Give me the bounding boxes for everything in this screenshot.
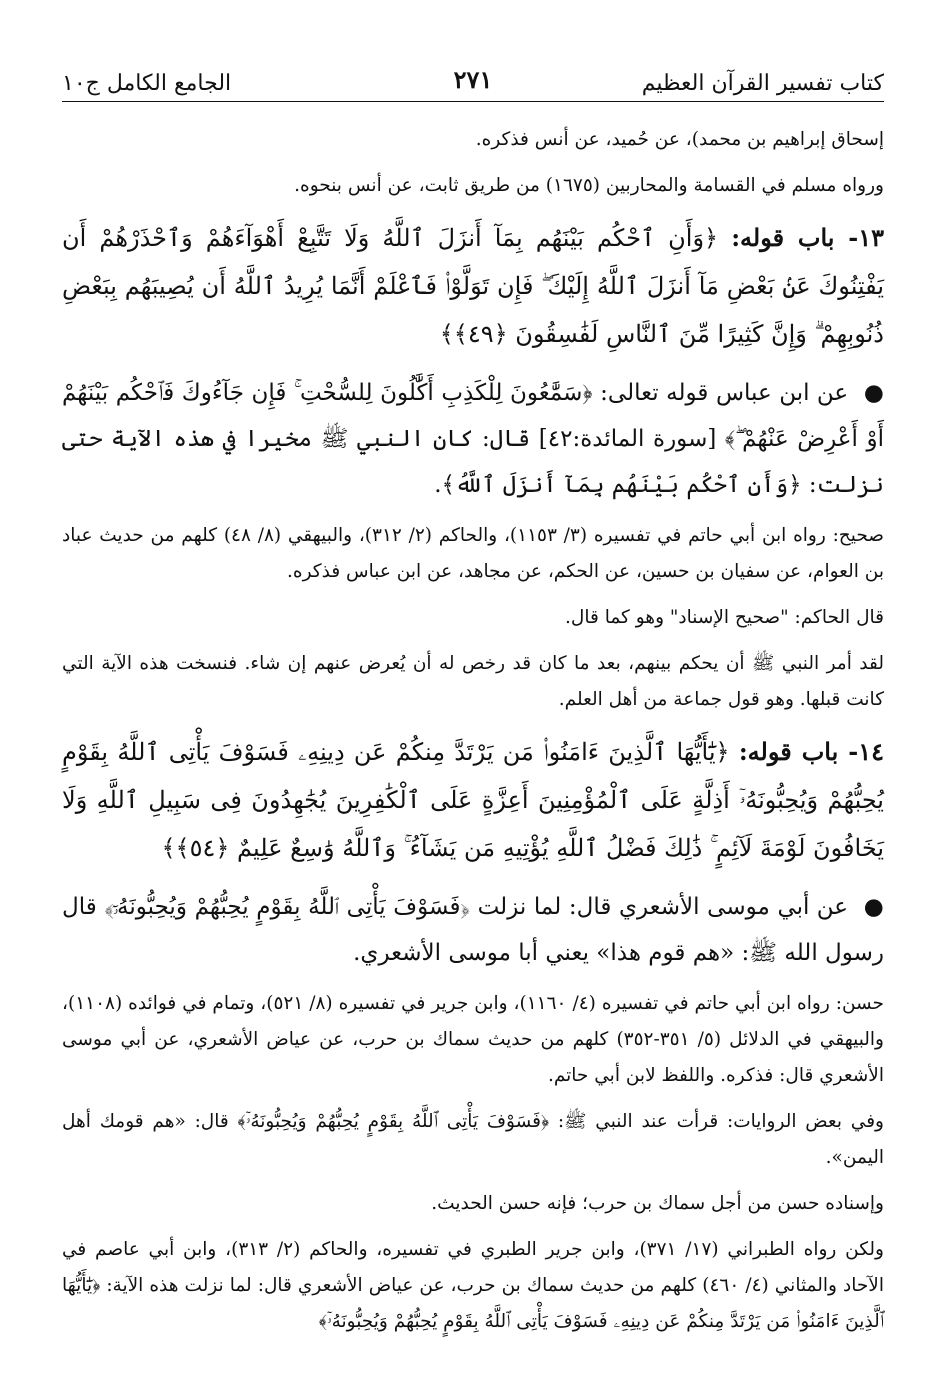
paragraph: صحيح: رواه ابن أبي حاتم في تفسيره (٣/ ١١٥٣)، والحاكم (٢/ ٣١٢)، والبيهقي (٨/ ٤٨) كلهم من حديث عباد بن العوام، عن سفيان بن حسين، عن الحكم، عن مجاهد، عن ابن عباس فذكره. <box>62 525 884 582</box>
chapter-heading <box>62 214 884 358</box>
quran-verse: ﴿يَٰٓأَيُّهَا ٱلَّذِينَ ءَامَنُوا۟ مَن يَرْتَدَّ مِنكُمْ عَن دِينِهِۦ فَسَوْفَ يَأْتِى ٱللَّهُ بِقَوْمٍ يُحِبُّهُمْ وَيُحِبُّونَهُۥٓ أَذِلَّةٍ عَلَى ٱلْمُؤْمِنِينَ أَعِزَّةٍ عَلَى ٱلْكَٰفِرِينَ يُجَٰهِدُونَ فِى سَبِيلِ ٱللَّهِ وَلَا يَخَافُونَ لَوْمَةَ لَآئِمٍ ۚ ذَٰلِكَ فَضْلُ ٱللَّهِ يُؤْتِيهِ مَن يَشَآءُ ۚ وَٱللَّهُ وَٰسِعٌ عَلِيمٌ ﴿٥٤﴾﴾ <box>62 738 884 862</box>
header-rule <box>62 101 884 102</box>
bullet-icon: ● <box>863 379 885 406</box>
bullet-icon: ● <box>863 893 885 920</box>
page-content <box>62 122 884 1350</box>
quran-verse: ﴿وَأَنِ ٱحْكُم بَيْنَهُم بِمَآ أَنزَلَ ٱللَّهُ وَلَا تَتَّبِعْ أَهْوَآءَهُمْ وَٱحْذَرْهُمْ أَن يَفْتِنُوكَ عَنۢ بَعْضِ مَآ أَنزَلَ ٱللَّهُ إِلَيْكَ ۖ فَإِن تَوَلَّوْا۟ فَٱعْلَمْ أَنَّمَا يُرِيدُ ٱللَّهُ أَن يُصِيبَهُم بِبَعْضِ ذُنُوبِهِمْ ۗ وَإِنَّ كَثِيرًا مِّنَ ٱلنَّاسِ لَفَٰسِقُونَ ﴿٤٩﴾﴾ <box>62 224 884 348</box>
paragraph: لقد أمر النبي ﷺ أن يحكم بينهم، بعد ما كان قد رخص له أن يُعرض عنهم إن شاء. فنسخت هذه الآية التي كانت قبلها. وهو قول جماعة من أهل العلم. <box>62 653 884 710</box>
hadith-paragraph <box>62 884 884 976</box>
paragraph: وفي بعض الروايات: قرأت عند النبي ﷺ: ﴿فَسَوْفَ يَأْتِى ٱللَّهُ بِقَوْمٍ يُحِبُّهُمْ وَيُحِبُّونَهُۥٓ﴾ قال: «هم قومك أهل اليمن». <box>62 1111 884 1168</box>
paragraph: وإسناده حسن من أجل سماك بن حرب؛ فإنه حسن الحديث. <box>431 1193 884 1214</box>
paragraph: ولكن رواه الطبراني (١٧/ ٣٧١)، وابن جرير الطبري في تفسيره، والحاكم (٢/ ٣١٣)، وابن أبي عاصم في الآحاد والمثاني (٤/ ٤٦٠) كلهم من حديث سماك بن حرب، عن عياض الأشعري قال: لما نزلت هذه الآية: ﴿يَٰٓأَيُّهَا ٱلَّذِينَ ءَامَنُوا۟ مَن يَرْتَدَّ مِنكُمْ عَن دِينِهِۦ فَسَوْفَ يَأْتِى ٱللَّهُ بِقَوْمٍ يُحِبُّهُمْ وَيُحِبُّونَهُۥٓ﴾ <box>62 1239 884 1332</box>
chapter-heading <box>62 728 884 872</box>
hadith-text: عن أبي موسى الأشعري قال: لما نزلت ﴿فَسَوْفَ يَأْتِى ٱللَّهُ بِقَوْمٍ يُحِبُّهُمْ وَيُحِبُّونَهُۥٓ﴾ قال رسول الله ﷺ: «هم قوم هذا» يعني أبا موسى الأشعري. <box>62 894 884 966</box>
volume-title: الجامع الكامل ج١٠ <box>62 71 232 96</box>
hadith-paragraph <box>62 370 884 508</box>
chapter-label: ١٤- باب قوله: <box>738 737 884 766</box>
paragraph: ورواه مسلم في القسامة والمحاربين (١٦٧٥) من طريق ثابت، عن أنس بنحوه. <box>294 175 884 196</box>
paragraph: إسحاق إبراهيم بن محمد)، عن حُميد، عن أنس فذكره. <box>475 129 884 150</box>
paragraph: قال الحاكم: "صحيح الإسناد" وهو كما قال. <box>565 607 884 628</box>
hadith-text: عن ابن عباس قوله تعالى: ﴿سَمَّٰعُونَ لِلْكَذِبِ أَكَّٰلُونَ لِلسُّحْتِ ۚ فَإِن جَآءُوكَ فَٱحْكُم بَيْنَهُمْ أَوْ أَعْرِضْ عَنْهُمْ ۖ﴾ [سورة المائدة:٤٢] قال: كان النبي ﷺ مخيرا في هذه الآية حتى نزلت: ﴿وَأَنِ ٱحْكُم بَيْنَهُم بِمَآ أَنزَلَ ٱللَّهُ﴾. <box>62 380 884 498</box>
book-title: كتاب تفسير القرآن العظيم <box>641 71 884 96</box>
page-header <box>62 56 884 96</box>
page-number: ٢٧١ <box>453 65 493 94</box>
paragraph: حسن: رواه ابن أبي حاتم في تفسيره (٤/ ١١٦٠)، وابن جرير في تفسيره (٨/ ٥٢١)، وتمام في فوائده (١١٠٨)، والبيهقي في الدلائل (٥/ ٣٥١-٣٥٢) كلهم من حديث سماك بن حرب، عن عياض الأشعري، عن أبي موسى الأشعري قال: فذكره. واللفظ لابن أبي حاتم. <box>62 993 884 1086</box>
chapter-label: ١٣- باب قوله: <box>731 223 885 252</box>
